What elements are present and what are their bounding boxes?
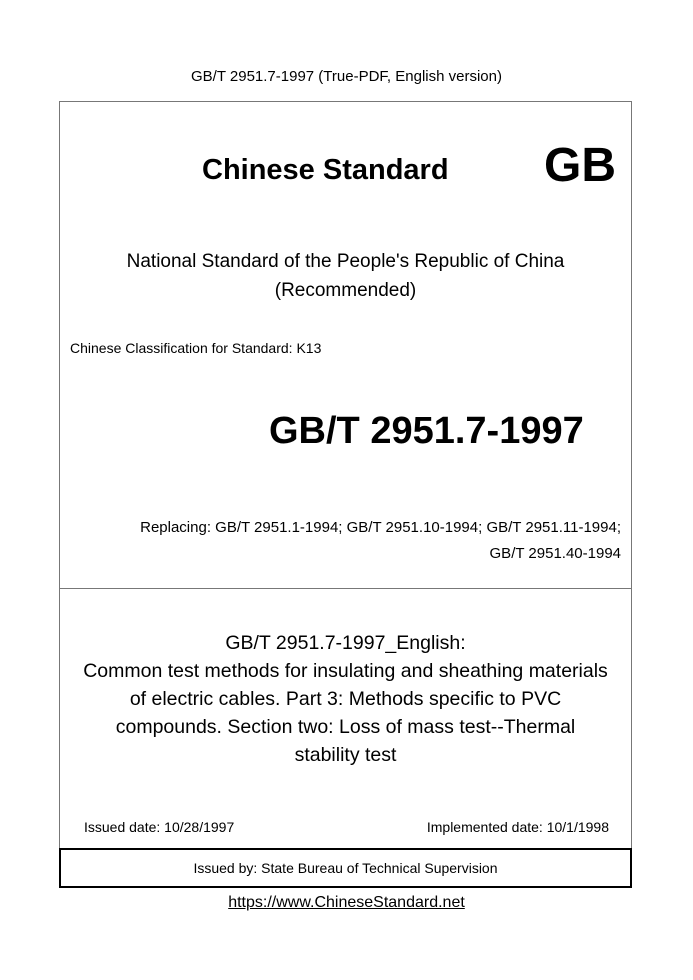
standard-title: Chinese Standard bbox=[202, 154, 449, 186]
replacing-block bbox=[61, 515, 621, 567]
national-standard-line: National Standard of the People's Republic of China bbox=[126, 251, 565, 272]
replacing-line: GB/T 2951.40-1994 bbox=[489, 545, 621, 562]
implemented-date: Implemented date: 10/1/1998 bbox=[426, 819, 609, 835]
english-title bbox=[60, 629, 631, 769]
english-title-line: of electric cables. Part 3: Methods specific to PVC bbox=[129, 688, 562, 710]
recommended-line: (Recommended) bbox=[274, 280, 417, 301]
cover-frame bbox=[59, 101, 632, 887]
issued-by-bar bbox=[59, 848, 632, 888]
gb-mark: GB bbox=[544, 139, 616, 192]
website-link[interactable]: https://www.ChineseStandard.net bbox=[228, 894, 465, 911]
english-title-line: Common test methods for insulating and sheathing materials bbox=[83, 660, 608, 682]
national-standard-block bbox=[60, 247, 631, 305]
replacing-line: Replacing: GB/T 2951.1-1994; GB/T 2951.10-1994; GB/T 2951.11-1994; bbox=[140, 519, 621, 536]
standard-number: GB/T 2951.7-1997 bbox=[269, 410, 584, 452]
english-title-line: compounds. Section two: Loss of mass test--Thermal bbox=[115, 716, 576, 738]
document-header: GB/T 2951.7-1997 (True-PDF, English version) bbox=[191, 68, 502, 85]
english-title-line: GB/T 2951.7-1997_English: bbox=[225, 632, 466, 654]
english-title-line: stability test bbox=[294, 744, 397, 766]
classification: Chinese Classification for Standard: K13 bbox=[70, 340, 322, 356]
issued-by: Issued by: State Bureau of Technical Supervision bbox=[193, 860, 498, 876]
section-divider bbox=[60, 588, 631, 589]
issued-date: Issued date: 10/28/1997 bbox=[84, 819, 235, 835]
